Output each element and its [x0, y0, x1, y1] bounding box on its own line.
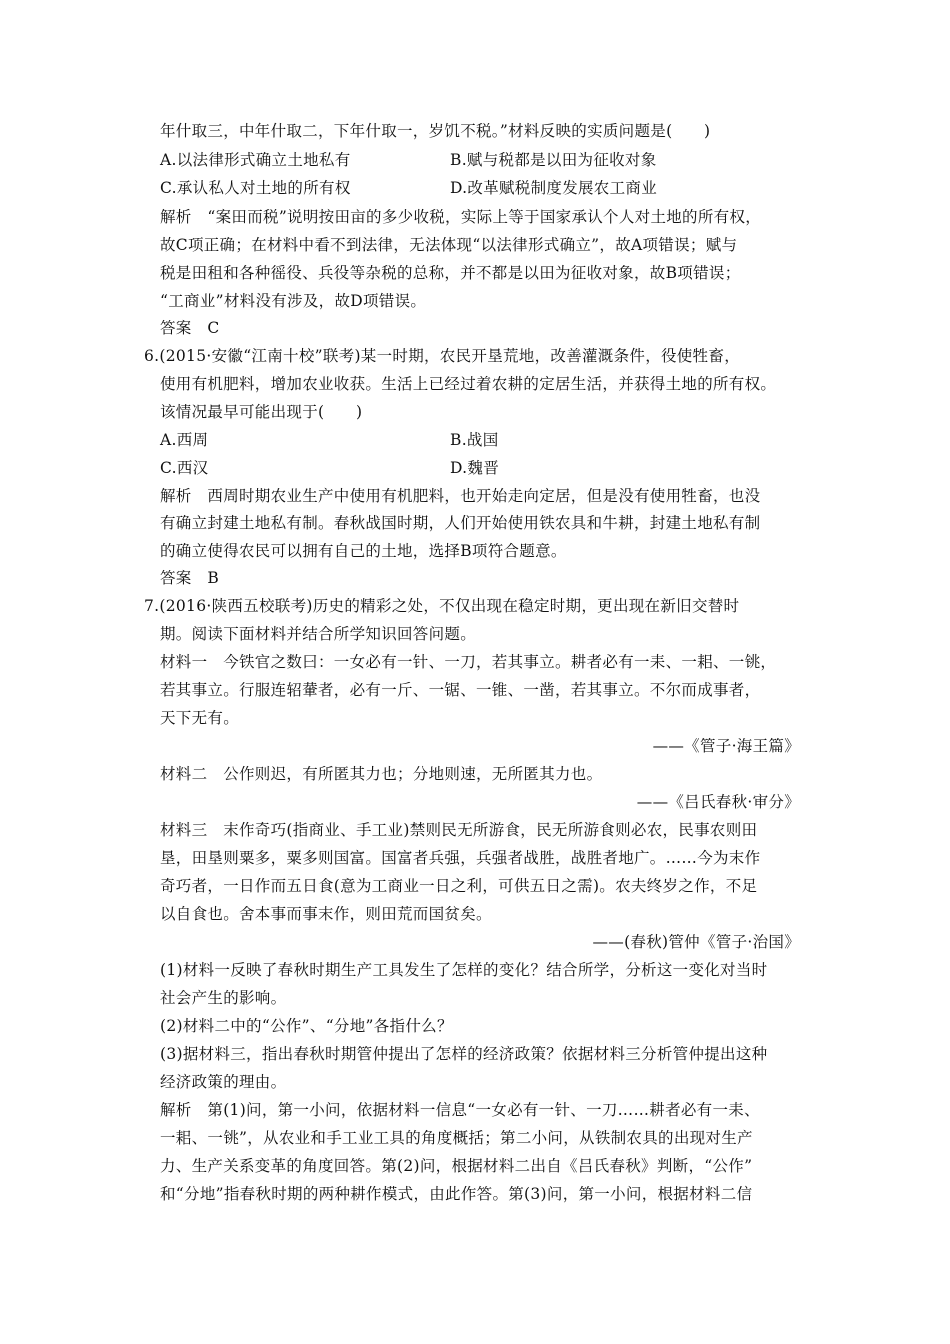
q7-stem-line: 7.(2016·陕西五校联考)历史的精彩之处，不仅出现在稳定时期，更出现在新旧交替时	[144, 597, 740, 615]
q5-analysis-line: 税是田租和各种徭役、兵役等杂税的总称，并不都是以田为征收对象，故B项错误；	[160, 264, 741, 282]
q5-analysis-line: 解析 “案田而税”说明按田亩的多少收税，实际上等于国家承认个人对土地的所有权，	[160, 208, 762, 226]
q7-stem-line: 期。阅读下面材料并结合所学知识回答问题。	[160, 625, 477, 643]
q7-analysis-line: 解析 第(1)问，第一小问，依据材料一信息“一女必有一针、一刀……耕者必有一耒、	[160, 1101, 760, 1119]
q6-analysis-line: 的确立使得农民可以拥有自己的土地，选择B项符合题意。	[160, 542, 567, 560]
q5-option-b: B.赋与税都是以田为征收对象	[450, 151, 657, 169]
q7-material2-source: ——《吕氏春秋·审分》	[636, 793, 800, 811]
q5-analysis-line: “工商业”材料没有涉及，故D项错误。	[160, 292, 427, 310]
q7-question-line: 社会产生的影响。	[160, 989, 287, 1007]
q7-material1-source: ——《管子·海王篇》	[652, 737, 800, 755]
q7-analysis-line: 力、生产关系变革的角度回答。第(2)问，根据材料二出自《吕氏春秋》判断，“公作”	[160, 1157, 753, 1175]
q7-question-line: (1)材料一反映了春秋时期生产工具发生了怎样的变化？结合所学，分析这一变化对当时	[160, 961, 768, 979]
q7-material2: 材料二 公作则迟，有所匿其力也；分地则速，无所匿其力也。	[160, 765, 603, 783]
q7-analysis-line: 和“分地”指春秋时期的两种耕作模式，由此作答。第(3)问，第一小问，根据材料二信	[160, 1185, 753, 1203]
q6-option-c: C.西汉	[160, 459, 209, 477]
q5-option-d: D.改革赋税制度发展农工商业	[450, 179, 658, 197]
q6-option-d: D.魏晋	[450, 459, 500, 477]
q6-analysis-line: 有确立封建土地私有制。春秋战国时期，人们开始使用铁农具和牛耕，封建土地私有制	[160, 514, 761, 532]
q7-question-line: (3)据材料三，指出春秋时期管仲提出了怎样的经济政策？依据材料三分析管仲提出这种	[160, 1045, 768, 1063]
q5-option-c: C.承认私人对土地的所有权	[160, 179, 351, 197]
q7-material1-line: 材料一 今铁官之数曰：一女必有一针、一刀，若其事立。耕者必有一耒、一耜、一铫，	[160, 653, 777, 671]
q5-option-a: A.以法律形式确立土地私有	[160, 151, 351, 169]
q6-stem-line: 6.(2015·安徽“江南十校”联考)某一时期，农民开垦荒地，改善灌溉条件，役使牲畜，	[144, 347, 741, 365]
q6-answer: 答案 B	[160, 569, 220, 587]
q7-material3-source: ——(春秋)管仲《管子·治国》	[592, 933, 800, 951]
q7-material3-line: 奇巧者，一日作而五日食(意为工商业一日之利，可供五日之需)。农夫终岁之作，不足	[160, 877, 758, 895]
q7-material3-line: 材料三 末作奇巧(指商业、手工业)禁则民无所游食，民无所游食则必农，民事农则田	[160, 821, 758, 839]
q7-question-line: 经济政策的理由。	[160, 1073, 287, 1091]
q6-analysis-line: 解析 西周时期农业生产中使用有机肥料，也开始走向定居，但是没有使用牲畜，也没	[160, 487, 761, 505]
q6-stem-line: 使用有机肥料，增加农业收获。生活上已经过着农耕的定居生活，并获得土地的所有权。	[160, 375, 777, 393]
q7-analysis-line: 一耜、一铫”，从农业和手工业工具的角度概括；第二小问，从铁制农具的出现对生产	[160, 1129, 753, 1147]
q7-material1-line: 天下无有。	[160, 709, 240, 727]
q7-material3-line: 垦，田垦则粟多，粟多则国富。国富者兵强，兵强者战胜，战胜者地广。……今为末作	[160, 849, 761, 867]
q7-material1-line: 若其事立。行服连轺輂者，必有一斤、一锯、一锥、一凿，若其事立。不尔而成事者，	[160, 681, 761, 699]
q5-answer: 答案 C	[160, 319, 220, 337]
q7-question-line: (2)材料二中的“公作”、“分地”各指什么？	[160, 1017, 453, 1035]
q6-option-b: B.战国	[450, 431, 499, 449]
q6-option-a: A.西周	[160, 431, 209, 449]
q5-analysis-line: 故C项正确；在材料中看不到法律，无法体现“以法律形式确立”，故A项错误；赋与	[160, 236, 738, 254]
q7-material3-line: 以自食也。舍本事而事末作，则田荒而国贫矣。	[160, 905, 492, 923]
q6-stem-line: 该情况最早可能出现于( )	[160, 403, 363, 421]
q5-stem-tail: 年什取三，中年什取二，下年什取一，岁饥不税。”材料反映的实质问题是( )	[160, 122, 711, 140]
